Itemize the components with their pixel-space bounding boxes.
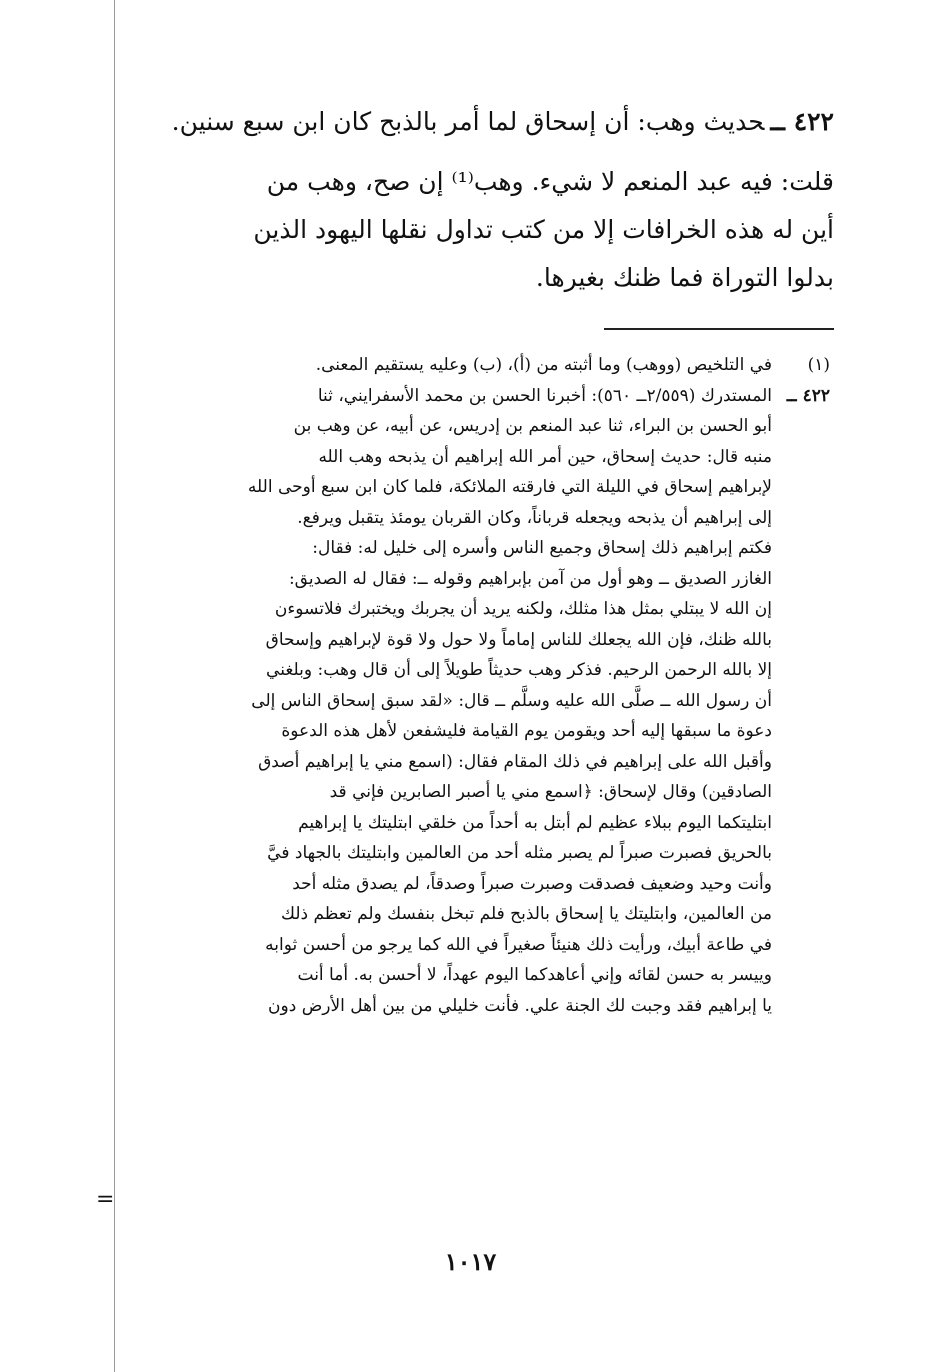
- source-mark: ٤٢٢ ــ: [786, 385, 830, 406]
- source-line: بالله ظنك، فإن الله يجعلك للناس إماماً ولا حول ولا قوة لإبراهيم وإسحاق: [265, 629, 772, 650]
- source-line: لإبراهيم إسحاق في الليلة التي فارقته الملائكة، فلما كان ابن سبع أوحى الله: [247, 477, 772, 497]
- source-line: يا إبراهيم فقد وجبت لك الجنة علي. فأنت خليلي من بين أهل الأرض دون: [268, 995, 772, 1016]
- entry-text: حديث وهب: أن إسحاق لما أمر بالذبح كان ابن سبع سنين.: [171, 107, 765, 136]
- source-line: إلى إبراهيم أن يذبحه ويجعله قرباناً، وكان القربان يومئذ يتقبل ويرفع.: [297, 507, 772, 528]
- source-line: دعوة ما سبقها إليه أحد ويقومن يوم القيامة فليشفعن لأهل هذه الدعوة: [281, 721, 772, 741]
- source-line: الصادقين) وقال لإسحاق: ﴿اسمع مني يا أصبر الصابرين فإني قد: [329, 782, 772, 802]
- source-line: في طاعة أبيك، ورأيت ذلك هنيئاً صغيراً في الله كما يرجو من أحسن ثوابه: [265, 934, 772, 955]
- source-line: بالحريق فصبرت صبراً لم يصبر مثله أحد من العالمين وابتليتك بالجهاد فيَّ: [267, 843, 772, 863]
- commentary: [122, 158, 834, 302]
- source-line: وأنت وحيد وضعيف فصدقت وصبرت صبراً وصدقاً، لم يصدق مثله أحد: [292, 873, 772, 894]
- source-line: ابتليتكما اليوم ببلاء عظيم لم أبتل به أحداً من خلقي ابتليتك يا إبراهيم: [298, 812, 772, 833]
- comment-line: أين له هذه الخرافات إلا من كتب تداول نقلها اليهود الذين: [253, 215, 834, 244]
- source-first-line: المستدرك (٢/٥٥٩ــ ٥٦٠): أخبرنا الحسن بن محمد الأسفرايني، ثنا: [317, 385, 772, 406]
- footnote-1: [122, 350, 834, 381]
- source-line: وييسر به حسن لقائه وإني أعاهدكما اليوم عهداً، لا أحسن به. أما أنت: [297, 965, 772, 985]
- source-note: [122, 381, 834, 412]
- comment-line: بدلوا التوراة فما ظنك بغيرها.: [535, 263, 834, 292]
- footnote-text: في التلخيص (ووهب) وما أثبته من (أ)، (ب) وعليه يستقيم المعنى.: [315, 355, 772, 375]
- continuation-mark: =: [96, 1187, 115, 1212]
- footnote-mark: (١): [807, 355, 830, 375]
- source-line: إن الله لا يبتلي بمثل هذا مثلك، ولكنه يريد أن يجربك ويختبرك فلاتسوءن: [274, 599, 772, 619]
- entry-line: [122, 100, 834, 144]
- page-body: [122, 100, 834, 1016]
- source-line: من العالمين، وابتليتك يا إسحاق بالذبح فلم تبخل بنفسك ولم تعظم ذلك: [281, 904, 772, 924]
- margin-rule: [114, 0, 115, 1372]
- source-line: منبه قال: حديث إسحاق، حين أمر الله إبراهيم أن يذبحه وهب الله: [318, 446, 772, 467]
- footnote-separator: [604, 328, 834, 330]
- footnotes: [122, 350, 834, 1021]
- page-number: ١٠١٧: [444, 1247, 497, 1276]
- entry-number: ٤٢٢ ــ: [770, 107, 834, 136]
- source-line: وأقبل الله على إبراهيم في ذلك المقام فقال: (اسمع مني يا إبراهيم أصدق: [258, 751, 772, 772]
- source-line: فكتم إبراهيم ذلك إسحاق وجميع الناس وأسره إلى خليل له: فقال:: [312, 538, 772, 558]
- source-line: الغازر الصديق ــ وهو أول من آمن بإبراهيم وقوله ــ: فقال له الصديق:: [288, 568, 772, 589]
- source-line: أن رسول الله ــ صلَّى الله عليه وسلَّم ــ قال: «لقد سبق إسحاق الناس إلى: [251, 690, 772, 711]
- comment-line: قلت: فيه عبد المنعم لا شيء. وهب⁽¹⁾ إن صح، وهب من: [266, 167, 834, 196]
- source-line: أبو الحسن بن البراء، ثنا عبد المنعم بن إدريس، عن أبيه، عن وهب بن: [293, 416, 772, 436]
- source-line: إلا بالله الرحمن الرحيم. فذكر وهب حديثاً طويلاً إلى أن قال وهب: وبلغني: [266, 660, 772, 680]
